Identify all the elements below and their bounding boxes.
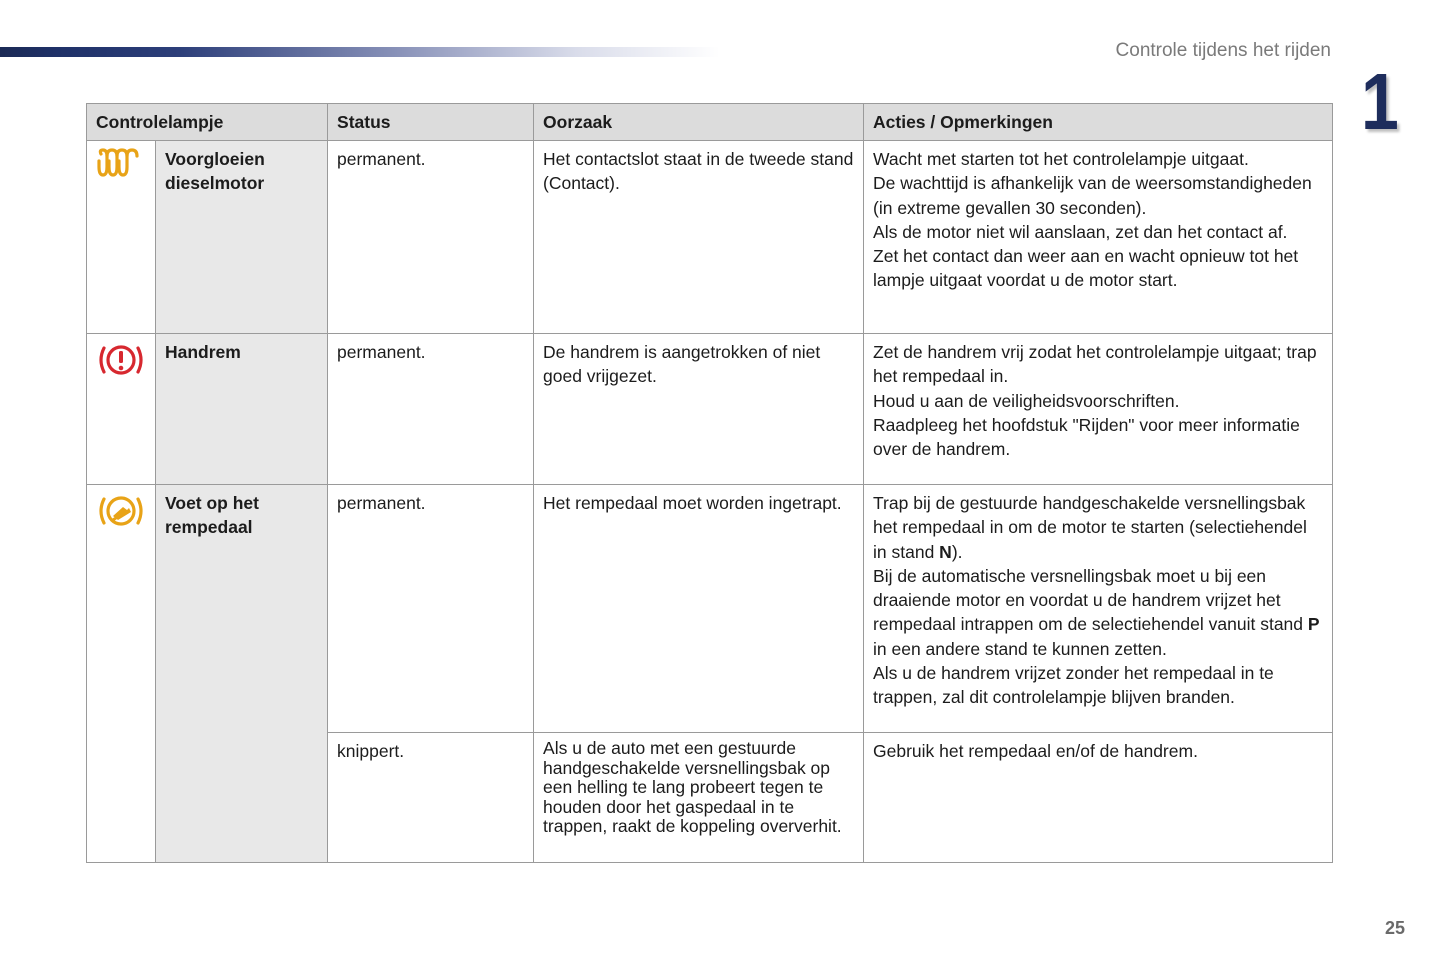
action-line: Gebruik het rempedaal en/of de handrem.	[873, 741, 1198, 761]
gear-position-p: P	[1307, 614, 1320, 635]
lamp-name: Voorgloeien dieselmotor	[156, 141, 328, 334]
actions-cell	[864, 141, 1333, 334]
table-row	[87, 141, 1333, 334]
status-cell: permanent.	[328, 334, 534, 485]
cause-cell: Het contactslot staat in de tweede stand (Contact).	[534, 141, 864, 334]
lamp-icon-cell	[87, 334, 156, 485]
actions-cell	[864, 334, 1333, 485]
column-header-status: Status	[328, 104, 534, 141]
action-paragraph: Als u de handrem vrijzet zonder het rempedaal in te trappen, zal dit controlelampje blijven branden.	[873, 663, 1274, 708]
table-row	[87, 334, 1333, 485]
column-header-lamp: Controlelampje	[87, 104, 328, 141]
column-header-cause: Oorzaak	[534, 104, 864, 141]
lamp-name: Handrem	[156, 334, 328, 485]
lamp-icon-cell	[87, 485, 156, 863]
table-header-row	[87, 104, 1333, 141]
actions-cell	[864, 485, 1333, 733]
action-line: Raadpleeg het hoofdstuk "Rijden" voor meer informatie over de handrem.	[873, 414, 1300, 460]
glow-plug-icon	[96, 147, 140, 179]
action-line: Als de motor niet wil aanslaan, zet dan het contact af.	[873, 221, 1288, 242]
action-line: Zet de handrem vrij zodat het controlelampje uitgaat; trap het rempedaal in.	[873, 342, 1317, 387]
action-line: Wacht met starten tot het controlelampje uitgaat.	[873, 149, 1249, 169]
column-header-actions: Acties / Opmerkingen	[864, 104, 1333, 141]
status-cell: knippert.	[328, 733, 534, 863]
action-line: De wachttijd is afhankelijk van de weersomstandigheden (in extreme gevallen 30 seconden).	[873, 173, 1312, 218]
lamp-icon-cell	[87, 141, 156, 334]
action-line: Zet het contact dan weer aan en wacht opnieuw tot het lampje uitgaat voordat u de motor start.	[873, 246, 1299, 291]
parking-brake-icon	[96, 340, 146, 380]
action-line: Houd u aan de veiligheidsvoorschriften.	[873, 390, 1180, 411]
cause-cell: De handrem is aangetrokken of niet goed vrijgezet.	[534, 334, 864, 485]
status-cell: permanent.	[328, 485, 534, 733]
section-title: Controle tijdens het rijden	[1115, 40, 1331, 61]
action-paragraph: Trap bij de gestuurde handgeschakelde versnellingsbak het rempedaal in om de motor te starten (selectiehendel in stand N).	[873, 493, 1307, 562]
action-paragraph: Bij de automatische versnellingsbak moet u bij een draaiende motor en voordat u de handrem vrijzet het rempedaal intrappen om de selectiehendel vanuit stand P in een andere stand te kunnen zetten.	[873, 565, 1320, 659]
cause-cell: Het rempedaal moet worden ingetrapt.	[534, 485, 864, 733]
chapter-number: 1	[1361, 57, 1399, 146]
table-row	[87, 485, 1333, 733]
cause-cell: Als u de auto met een gestuurde handgeschakelde versnellingsbak op een helling te lang probeert tegen te houden door het gaspedaal in te trappen, raakt de koppeling oververhit.	[534, 733, 864, 863]
actions-cell	[864, 733, 1333, 863]
warning-lamps-table	[86, 103, 1333, 863]
foot-on-brake-icon	[96, 491, 146, 531]
lamp-name: Voet op het rempedaal	[156, 485, 328, 863]
gear-position-n: N	[939, 541, 952, 562]
header-gradient-bar	[0, 47, 720, 57]
page-number: 25	[1384, 918, 1405, 938]
status-cell: permanent.	[328, 141, 534, 334]
